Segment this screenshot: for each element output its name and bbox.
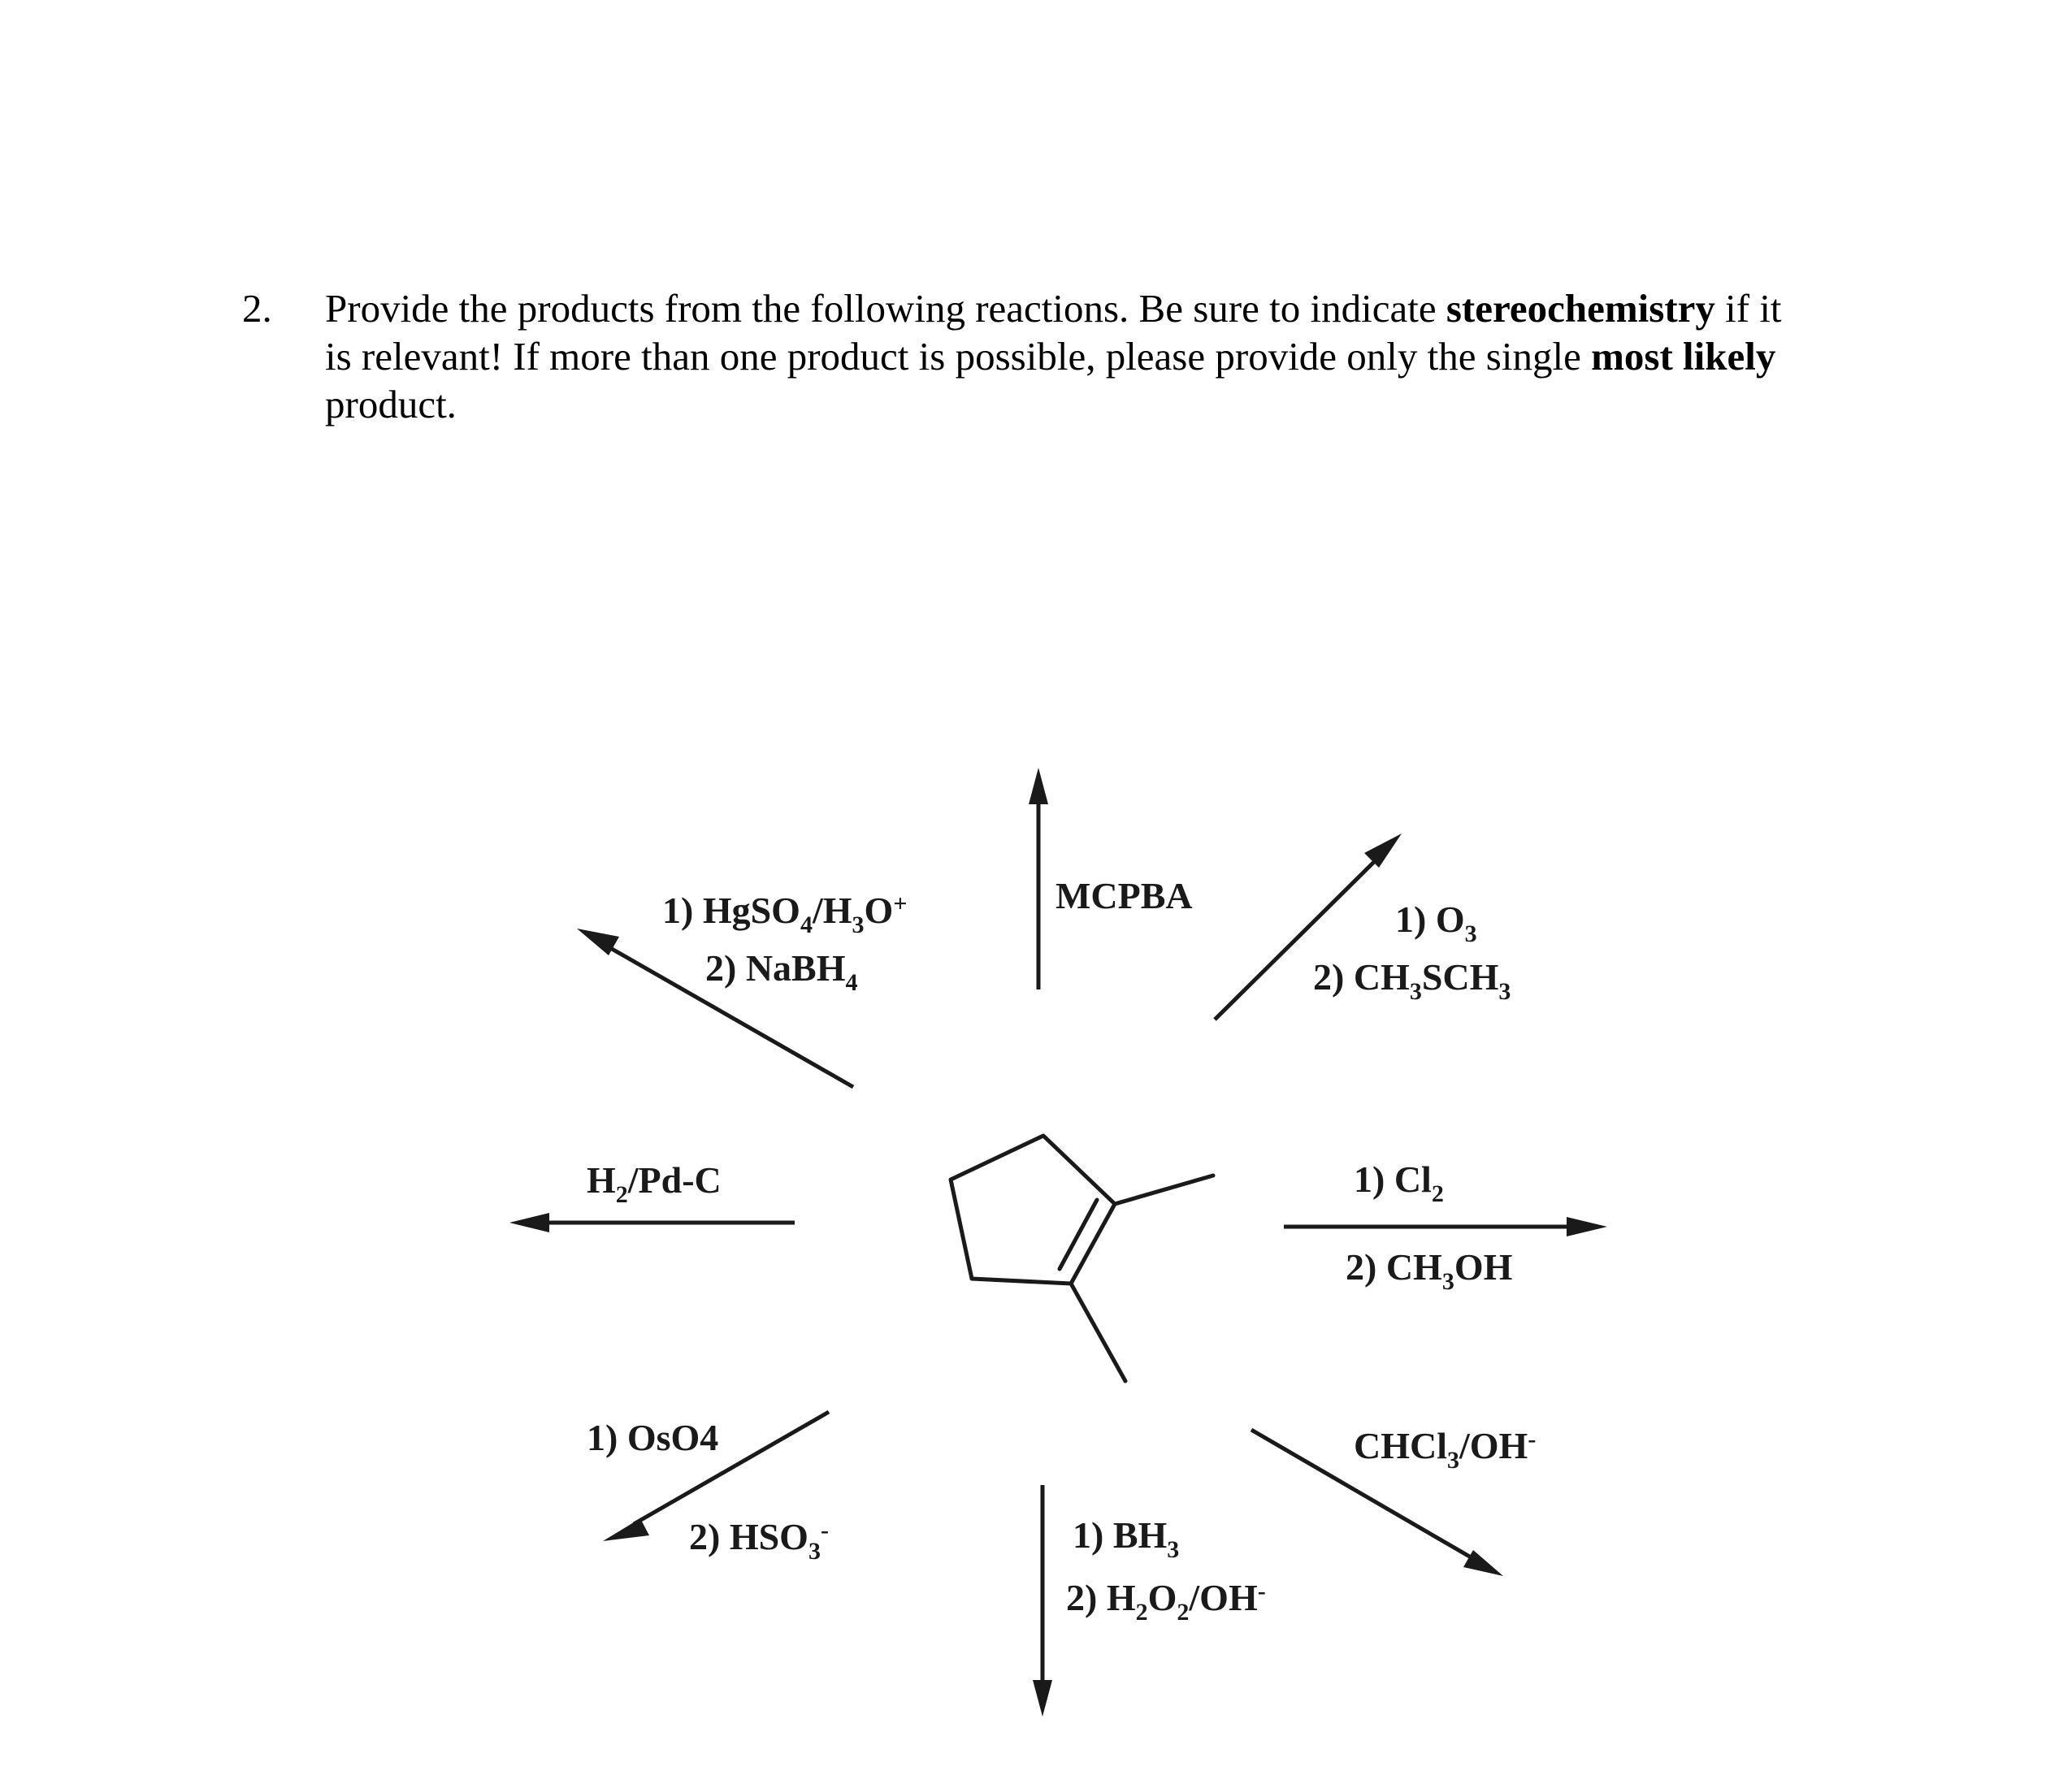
oh-text: /OH [1459,1425,1528,1466]
h2o2-prefix: 2) H [1066,1577,1136,1618]
sub-2: 2 [1135,1599,1148,1626]
pd-c-text: /Pd-C [627,1159,722,1201]
reagent-hydrogenation [587,1159,722,1208]
reagent-dihydroxylation-step1: 1) OsO4 [587,1417,719,1458]
sub-2: 2 [615,1181,628,1208]
sup-minus: - [1257,1578,1266,1604]
arrow-left [509,1213,795,1232]
question-line2-text: is relevant! If more than one product is possible, please provide only the single [325,334,1592,379]
question-line1-text: Provide the products from the following reactions. Be sure to indicate [325,286,1446,331]
reagent-hydroboration-step1 [1073,1514,1179,1563]
reagent-chlorination-step1 [1354,1158,1444,1207]
bh3-prefix: 1) BH [1073,1514,1168,1556]
sub-4: 4 [845,969,858,996]
ch-prefix: 2) CH [1313,956,1410,998]
emphasis-stereochemistry: stereochemistry [1446,286,1715,331]
question-line3-text: product. [325,382,457,427]
o-text: O [864,890,894,931]
arrow-up [1029,768,1048,989]
reagent-ozonolysis-step1 [1395,898,1477,947]
sup-minus: - [820,1517,829,1544]
starting-alkene-structure [951,1136,1213,1381]
question-number: 2. [242,286,272,331]
o3-prefix: 1) O [1395,898,1465,940]
reagent-mcpba: MCPBA [1056,875,1193,916]
reagent-hydroboration-step2 [1066,1577,1266,1626]
sub-3: 3 [1441,1268,1454,1295]
sub-3: 3 [808,1538,821,1565]
sub-3: 3 [1167,1536,1180,1563]
o-text: O [1147,1577,1177,1618]
question-line1-end: if it [1714,286,1782,331]
h2-prefix: H [587,1159,616,1201]
sub-3: 3 [1464,920,1477,947]
sub-3: 3 [852,911,865,938]
oh-text: /OH [1189,1577,1258,1618]
sub-2: 2 [1177,1599,1190,1626]
nabh4-prefix: 2) NaBH [705,947,846,989]
hso3-prefix: 2) HSO [689,1516,808,1557]
reagent-dichlorocarbene [1354,1425,1536,1474]
arrow-down [1033,1485,1052,1717]
methyl-bond-top [1115,1176,1213,1204]
sup-plus: + [893,890,908,917]
h-text: /H [812,890,852,931]
sub-3: 3 [1498,978,1511,1005]
cl2-prefix: 1) Cl [1354,1158,1432,1200]
sub-3: 3 [1409,978,1422,1005]
reagent-chlorination-step2 [1346,1246,1513,1295]
hgso4-prefix: 1) HgSO [662,890,800,931]
sub-3: 3 [1447,1447,1459,1474]
sch-text: SCH [1421,956,1499,998]
emphasis-most-likely: most likely [1591,334,1776,379]
reagent-ozonolysis-step2 [1313,956,1511,1005]
double-bond-inner-line [1060,1200,1097,1269]
reagent-dihydroxylation-step2 [689,1516,829,1565]
reagent-oxymercuration-step2 [705,947,858,996]
chcl3-prefix: CHCl [1354,1425,1447,1466]
sub-2: 2 [1431,1180,1444,1207]
sup-minus: - [1528,1426,1537,1453]
ch3-prefix: 2) CH [1346,1246,1442,1288]
oh-text: OH [1454,1246,1513,1288]
reagent-oxymercuration-step1 [662,890,907,938]
sub-4: 4 [800,911,813,938]
methyl-bond-bottom [1071,1284,1125,1381]
arrow-right [1284,1217,1607,1236]
